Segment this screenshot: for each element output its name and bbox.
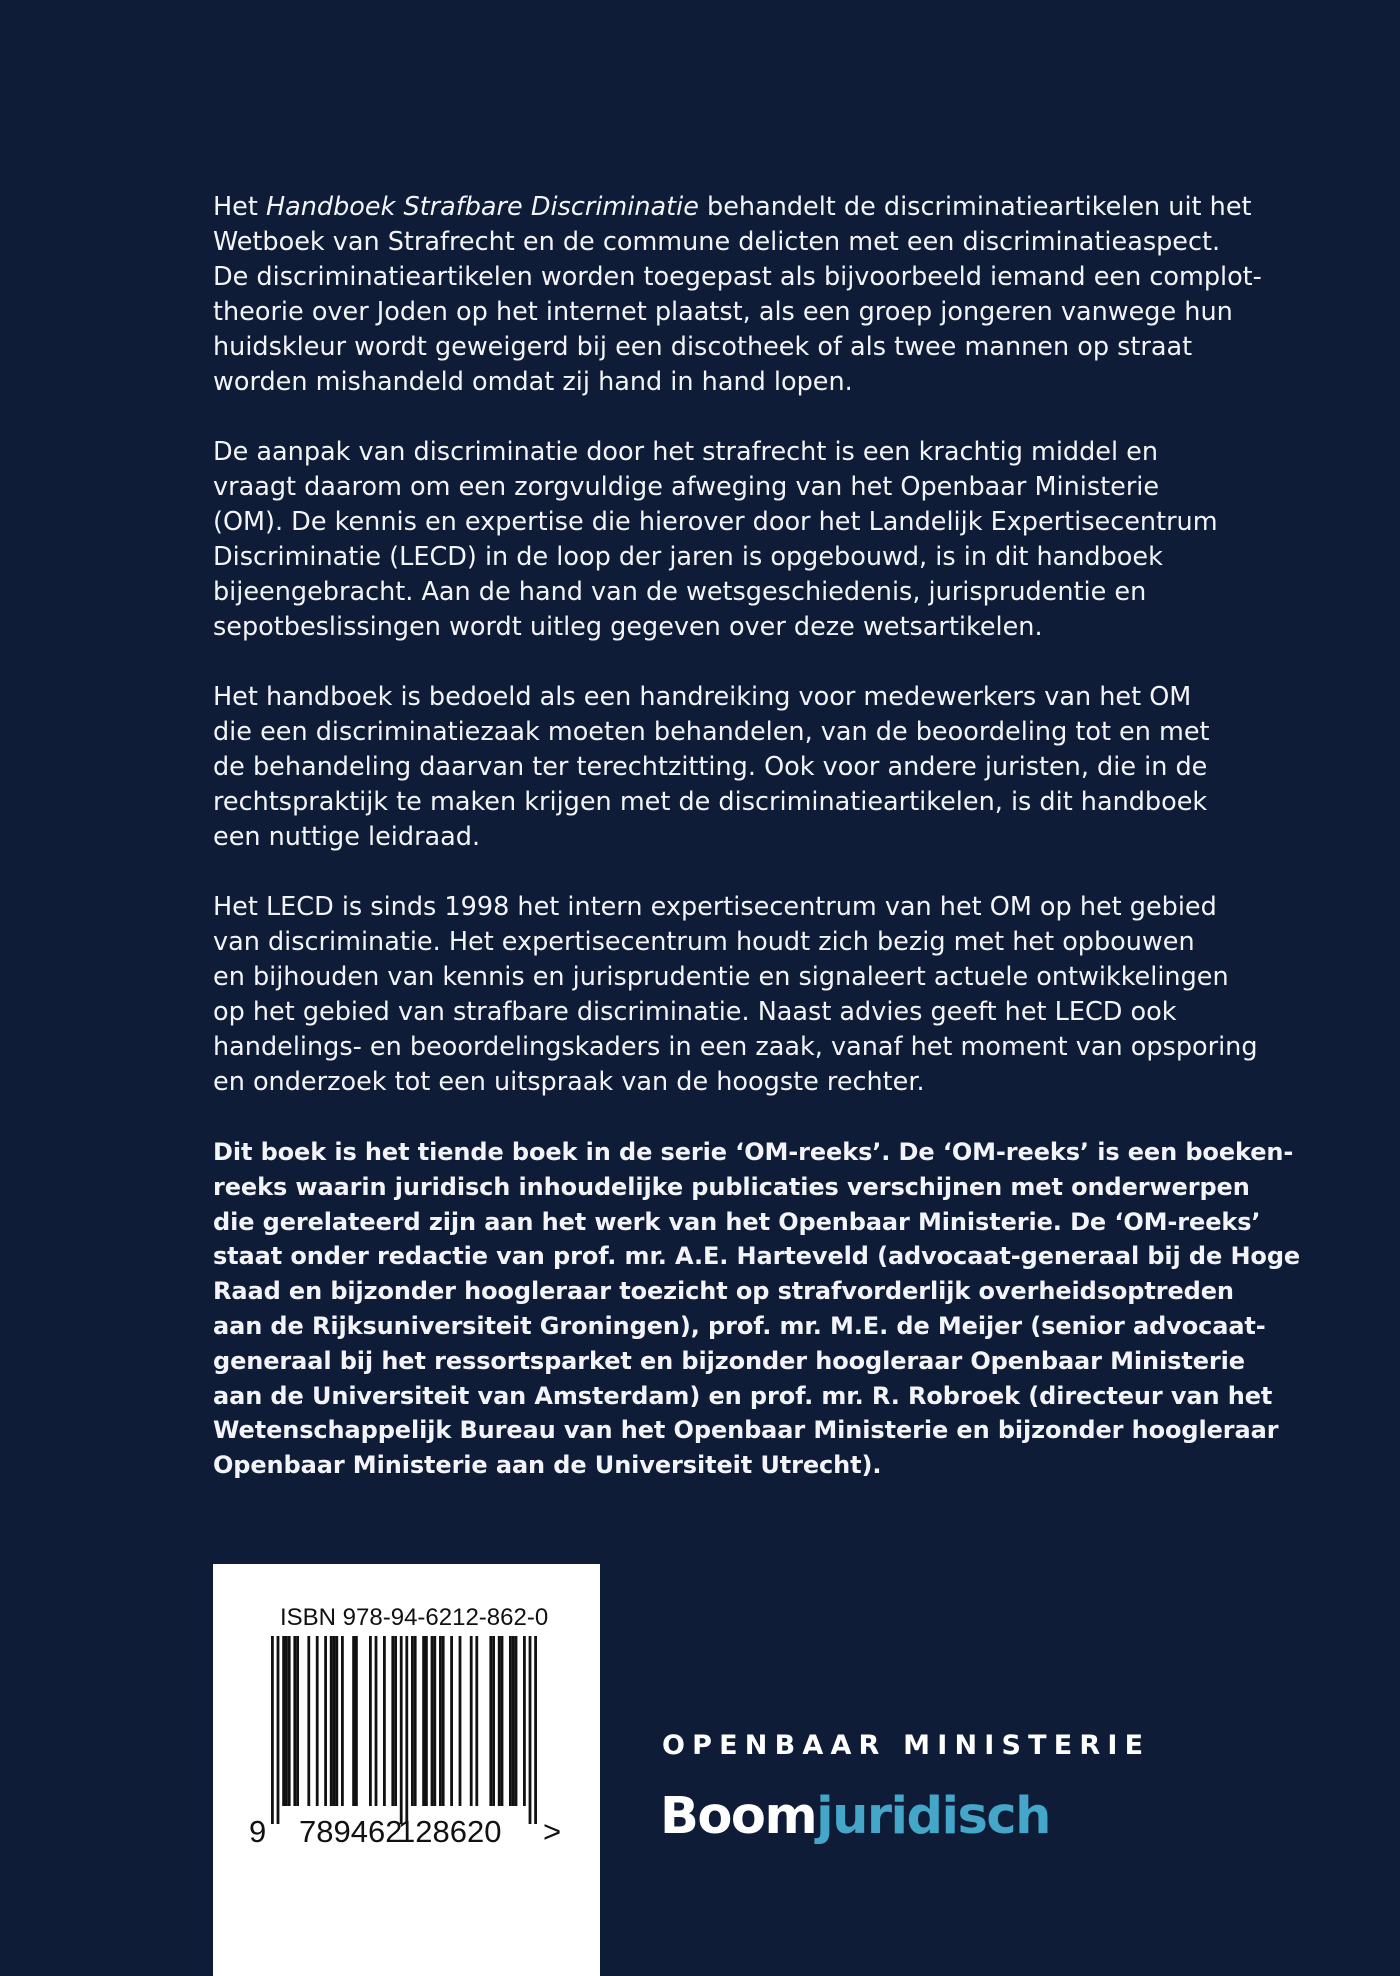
barcode-bar bbox=[383, 1636, 386, 1806]
barcode-bar bbox=[288, 1636, 291, 1806]
text-line: staat onder redactie van prof. mr. A.E. Harteveld (advocaat-generaal bij de Hoge bbox=[213, 1242, 1301, 1271]
text-line: rechtspraktijk te maken krijgen met de discriminatieartikelen, is dit handboek bbox=[213, 787, 1208, 817]
barcode-area bbox=[213, 1564, 600, 1976]
paragraph bbox=[213, 1135, 1301, 1483]
barcode-digit-group-left: 789462 bbox=[299, 1814, 403, 1849]
barcode-bar bbox=[433, 1636, 436, 1806]
barcode-bar bbox=[405, 1636, 408, 1824]
text-line: een nuttige leidraad. bbox=[213, 822, 481, 852]
barcode-bar bbox=[422, 1636, 425, 1806]
paragraph bbox=[213, 435, 1218, 645]
boom-logo-part: Boom bbox=[660, 1787, 817, 1846]
text-line: en onderzoek tot een uitspraak van de hoogste rechter. bbox=[213, 1067, 925, 1097]
barcode-digit-marker: > bbox=[543, 1814, 562, 1849]
text-line: theorie over Joden op het internet plaatst, als een groep jongeren vanwege hun bbox=[213, 297, 1233, 327]
isbn-label: ISBN 978-94-6212-862-0 bbox=[280, 1604, 549, 1631]
barcode-bar bbox=[431, 1636, 434, 1806]
barcode-bar bbox=[529, 1636, 532, 1824]
text-line: Wetenschappelijk Bureau van het Openbaar Ministerie en bijzonder hoogleraar bbox=[213, 1416, 1279, 1445]
barcode-bar bbox=[394, 1636, 397, 1806]
paragraph bbox=[213, 890, 1258, 1100]
barcode-bar bbox=[425, 1636, 428, 1806]
text-line: Het LECD is sinds 1998 het intern expertisecentrum van het OM op het gebied bbox=[213, 892, 1217, 922]
barcode-bar bbox=[335, 1636, 338, 1806]
barcode-bar bbox=[391, 1636, 394, 1806]
barcode-bar bbox=[489, 1636, 492, 1806]
text-line: van discriminatie. Het expertisecentrum houdt zich bezig met het opbouwen bbox=[213, 927, 1195, 957]
barcode-bar bbox=[512, 1636, 515, 1806]
barcode-bar bbox=[333, 1636, 336, 1806]
barcode-bar bbox=[355, 1636, 358, 1806]
barcode-bar bbox=[509, 1636, 512, 1806]
text-line: vraagt daarom om een zorgvuldige afweging van het Openbaar Ministerie bbox=[213, 472, 1160, 502]
text-line: Raad en bijzonder hoogleraar toezicht op strafvorderlijk overheidsoptreden bbox=[213, 1277, 1234, 1306]
text-line: die een discriminatiezaak moeten behandelen, van de beoordeling tot en met bbox=[213, 717, 1210, 747]
barcode-bar bbox=[307, 1636, 310, 1806]
barcode-bar bbox=[285, 1636, 288, 1806]
text-line: Openbaar Ministerie aan de Universiteit Utrecht). bbox=[213, 1451, 882, 1480]
barcode-bar bbox=[324, 1636, 327, 1806]
juridisch-logo-part: juridisch bbox=[816, 1787, 1050, 1846]
openbaar-ministerie-logo: OPENBAAR MINISTERIE bbox=[662, 1730, 1151, 1761]
barcode-bar bbox=[475, 1636, 478, 1806]
barcode-bar bbox=[442, 1636, 445, 1806]
barcode-bar bbox=[341, 1636, 344, 1806]
barcode-bar bbox=[450, 1636, 453, 1806]
text-line: De aanpak van discriminatie door het strafrecht is een krachtig middel en bbox=[213, 437, 1159, 467]
barcode-digit-group-right: 128620 bbox=[398, 1814, 502, 1849]
barcode-bar bbox=[296, 1636, 299, 1806]
text-line: aan de Universiteit van Amsterdam) en prof. mr. R. Robroek (directeur van het bbox=[213, 1381, 1273, 1410]
barcode-bar bbox=[316, 1636, 319, 1806]
text-line: die gerelateerd zijn aan het werk van het Openbaar Ministerie. De ‘OM-reeks’ bbox=[213, 1207, 1261, 1236]
barcode-bar bbox=[470, 1636, 473, 1806]
blurb-text bbox=[213, 190, 1301, 1518]
text-line: Discriminatie (LECD) in de loop der jaren is opgebouwd, is in dit handboek bbox=[213, 542, 1163, 572]
book-title: Handboek Strafbare Discriminatie bbox=[265, 192, 699, 222]
text-line: Het Handboek Strafbare Discriminatie behandelt de discriminatieartikelen uit het bbox=[213, 192, 1252, 222]
paragraph bbox=[213, 680, 1213, 855]
text-line: handelings- en beoordelingskaders in een zaak, vanaf het moment van opsporing bbox=[213, 1032, 1258, 1062]
text-line: reeks waarin juridisch inhoudelijke publicaties verschijnen met onderwerpen bbox=[213, 1172, 1250, 1201]
barcode-bar bbox=[277, 1636, 280, 1824]
barcode-bar bbox=[293, 1636, 296, 1806]
boom-juridisch-logo bbox=[660, 1787, 1050, 1846]
barcode-bar bbox=[375, 1636, 378, 1806]
barcode-bar bbox=[282, 1636, 285, 1806]
text-line: Het handboek is bedoeld als een handreiking voor medewerkers van het OM bbox=[213, 682, 1192, 712]
barcode-bar bbox=[498, 1636, 501, 1806]
barcode-bar bbox=[414, 1636, 417, 1806]
barcode-bar bbox=[534, 1636, 537, 1824]
barcode-bar bbox=[459, 1636, 462, 1806]
barcode-bar bbox=[501, 1636, 504, 1806]
text-line: De discriminatieartikelen worden toegepast als bijvoorbeeld iemand een complot- bbox=[213, 262, 1262, 292]
barcode-bar bbox=[352, 1636, 355, 1806]
text-line: (OM). De kennis en expertise die hierover door het Landelijk Expertisecentrum bbox=[213, 507, 1218, 537]
paragraph bbox=[213, 190, 1262, 400]
text-line: sepotbeslissingen wordt uitleg gegeven over deze wetsartikelen. bbox=[213, 612, 1043, 642]
text-line: de behandeling daarvan ter terechtzitting. Ook voor andere juristen, die in de bbox=[213, 752, 1208, 782]
text-line: generaal bij het ressortsparket en bijzonder hoogleraar Openbaar Ministerie bbox=[213, 1346, 1245, 1375]
text-line: Wetboek van Strafrecht en de commune delicten met een discriminatieaspect. bbox=[213, 227, 1221, 257]
barcode-bar bbox=[523, 1636, 526, 1806]
text-line: bijeengebracht. Aan de hand van de wetsgeschiedenis, jurisprudentie en bbox=[213, 577, 1147, 607]
text-line: en bijhouden van kennis en jurisprudentie en signaleert actuele ontwikkelingen bbox=[213, 962, 1229, 992]
barcode-bar bbox=[439, 1636, 442, 1806]
barcode-bar bbox=[411, 1636, 414, 1806]
text-line: worden mishandeld omdat zij hand in hand lopen. bbox=[213, 367, 853, 397]
barcode-bar bbox=[400, 1636, 403, 1824]
barcode-bar bbox=[330, 1636, 333, 1806]
barcode-bar bbox=[492, 1636, 495, 1806]
barcode-bar bbox=[515, 1636, 518, 1806]
barcode-digit-prefix: 9 bbox=[249, 1814, 267, 1849]
text-line: Dit boek is het tiende boek in de serie ‘OM-reeks’. De ‘OM-reeks’ is een boeken- bbox=[213, 1138, 1294, 1166]
barcode-bar bbox=[369, 1636, 372, 1806]
barcode-bar bbox=[271, 1636, 274, 1824]
text-line: aan de Rijksuniversiteit Groningen), prof. mr. M.E. de Meijer (senior advocaat- bbox=[213, 1311, 1266, 1340]
text-line: op het gebied van strafbare discriminatie. Naast advies geeft het LECD ook bbox=[213, 997, 1177, 1027]
text-line: huidskleur wordt geweigerd bij een discotheek of als twee mannen op straat bbox=[213, 332, 1193, 362]
